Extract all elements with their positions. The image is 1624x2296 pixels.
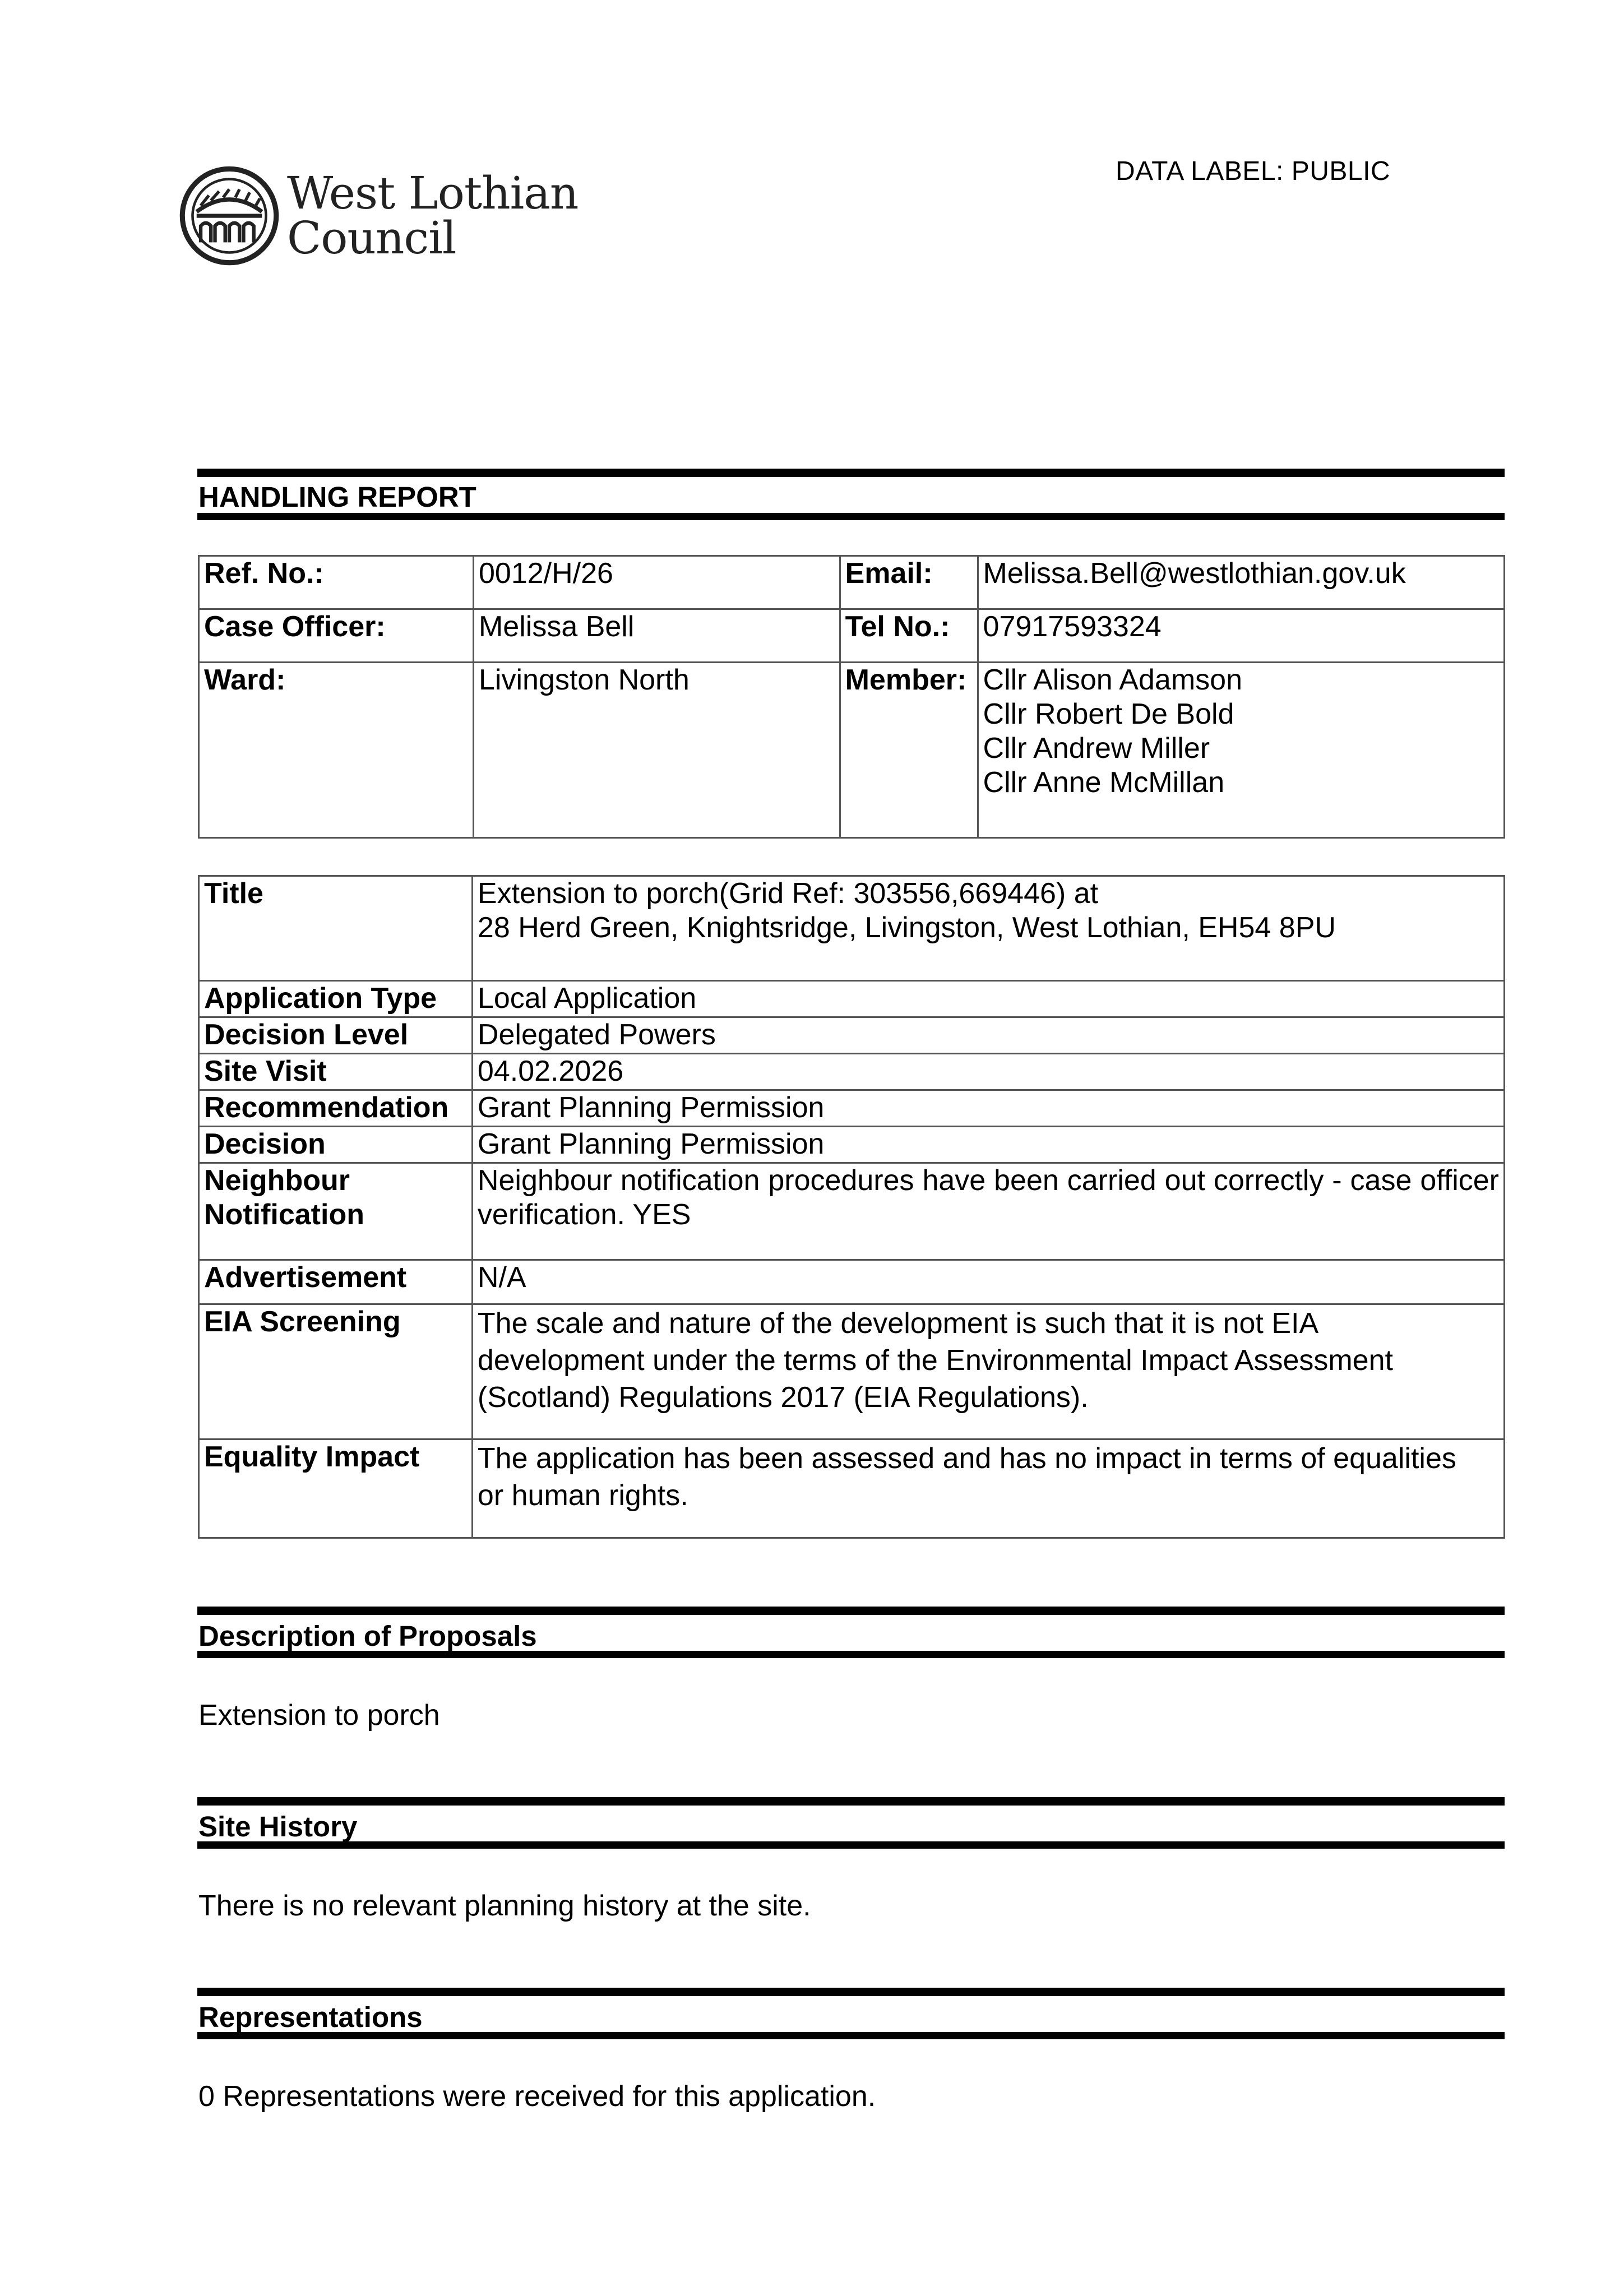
neighbour-label-line: Notification xyxy=(204,1198,364,1231)
table-row xyxy=(199,663,1505,838)
eia-screening-label: EIA Screening xyxy=(199,1304,473,1439)
recommendation-value: Grant Planning Permission xyxy=(472,1090,1504,1127)
title-value xyxy=(472,876,1504,981)
neighbour-label-line: Neighbour xyxy=(204,1164,350,1197)
title-line: Extension to porch(Grid Ref: 303556,669446) at xyxy=(477,877,1099,910)
recommendation-label: Recommendation xyxy=(199,1090,473,1127)
tel-value: 07917593324 xyxy=(978,609,1504,663)
logo-text-line: West Lothian xyxy=(287,167,579,219)
ward-label: Ward: xyxy=(199,663,474,838)
table-row xyxy=(199,1260,1505,1304)
equality-impact-label: Equality Impact xyxy=(199,1439,473,1538)
case-officer-label: Case Officer: xyxy=(199,609,474,663)
table-row xyxy=(199,876,1505,981)
ref-label: Ref. No.: xyxy=(199,556,474,609)
site-history-title: Site History xyxy=(198,1811,358,1843)
table-row xyxy=(199,1439,1505,1538)
advertisement-label: Advertisement xyxy=(199,1260,473,1304)
description-text: Extension to porch xyxy=(198,1699,440,1732)
member-name: Cllr Anne McMillan xyxy=(983,766,1225,799)
decision-label: Decision xyxy=(199,1127,473,1163)
table-row xyxy=(199,1163,1505,1260)
table-row xyxy=(199,1127,1505,1163)
table-row xyxy=(199,1090,1505,1127)
table-row xyxy=(199,609,1505,663)
table-row xyxy=(199,1054,1505,1090)
table-row xyxy=(199,556,1505,609)
title-label: Title xyxy=(199,876,473,981)
viaduct-emblem-icon xyxy=(178,165,280,267)
eia-line: development under the terms of the Environmental Impact Assessment xyxy=(477,1344,1393,1377)
member-name: Cllr Alison Adamson xyxy=(983,664,1242,696)
member-name: Cllr Andrew Miller xyxy=(983,732,1210,765)
decision-value: Grant Planning Permission xyxy=(472,1127,1504,1163)
table-row xyxy=(199,981,1505,1017)
representations-text: 0 Representations were received for this application. xyxy=(198,2080,876,2113)
representations-heading xyxy=(197,1988,1505,2039)
eia-line: The scale and nature of the development is such that it is not EIA xyxy=(477,1307,1319,1340)
member-name: Cllr Robert De Bold xyxy=(983,698,1234,730)
table-row xyxy=(199,1017,1505,1054)
member-label: Member: xyxy=(840,663,978,838)
email-label: Email: xyxy=(840,556,978,609)
equality-line: The application has been assessed and has no impact in terms of equalities xyxy=(477,1442,1456,1475)
representations-title: Representations xyxy=(198,2001,423,2033)
advertisement-value: N/A xyxy=(472,1260,1504,1304)
officer-table xyxy=(198,555,1505,839)
table-row xyxy=(199,1304,1505,1439)
description-title: Description of Proposals xyxy=(198,1620,537,1652)
ref-value: 0012/H/26 xyxy=(473,556,840,609)
site-visit-label: Site Visit xyxy=(199,1054,473,1090)
council-logo xyxy=(178,164,578,268)
ward-value: Livingston North xyxy=(473,663,840,838)
equality-impact-value xyxy=(472,1439,1504,1538)
member-list xyxy=(978,663,1504,838)
title-line: 28 Herd Green, Knightsridge, Livingston, West Lothian, EH54 8PU xyxy=(477,911,1336,944)
application-table xyxy=(198,875,1505,1539)
handling-report-title: HANDLING REPORT xyxy=(198,481,476,513)
site-visit-value: 04.02.2026 xyxy=(472,1054,1504,1090)
case-officer-value: Melissa Bell xyxy=(473,609,840,663)
description-heading xyxy=(197,1607,1505,1658)
neighbour-notification-value: Neighbour notification procedures have been carried out correctly - case officer verification. YES xyxy=(472,1163,1504,1260)
email-value[interactable]: Melissa.Bell@westlothian.gov.uk xyxy=(978,556,1504,609)
application-type-value: Local Application xyxy=(472,981,1504,1017)
equality-line: or human rights. xyxy=(477,1479,688,1512)
site-history-heading xyxy=(197,1797,1505,1849)
neighbour-notification-label xyxy=(199,1163,473,1260)
logo-text-line: Council xyxy=(287,212,456,264)
logo-wordmark xyxy=(287,167,579,264)
site-history-text: There is no relevant planning history at the site. xyxy=(198,1890,811,1922)
decision-level-label: Decision Level xyxy=(199,1017,473,1054)
data-label: DATA LABEL: PUBLIC xyxy=(1116,156,1391,186)
eia-screening-value xyxy=(472,1304,1504,1439)
tel-label: Tel No.: xyxy=(840,609,978,663)
application-type-label: Application Type xyxy=(199,981,473,1017)
eia-line: (Scotland) Regulations 2017 (EIA Regulations). xyxy=(477,1381,1089,1414)
decision-level-value: Delegated Powers xyxy=(472,1017,1504,1054)
handling-report-heading xyxy=(197,469,1505,520)
